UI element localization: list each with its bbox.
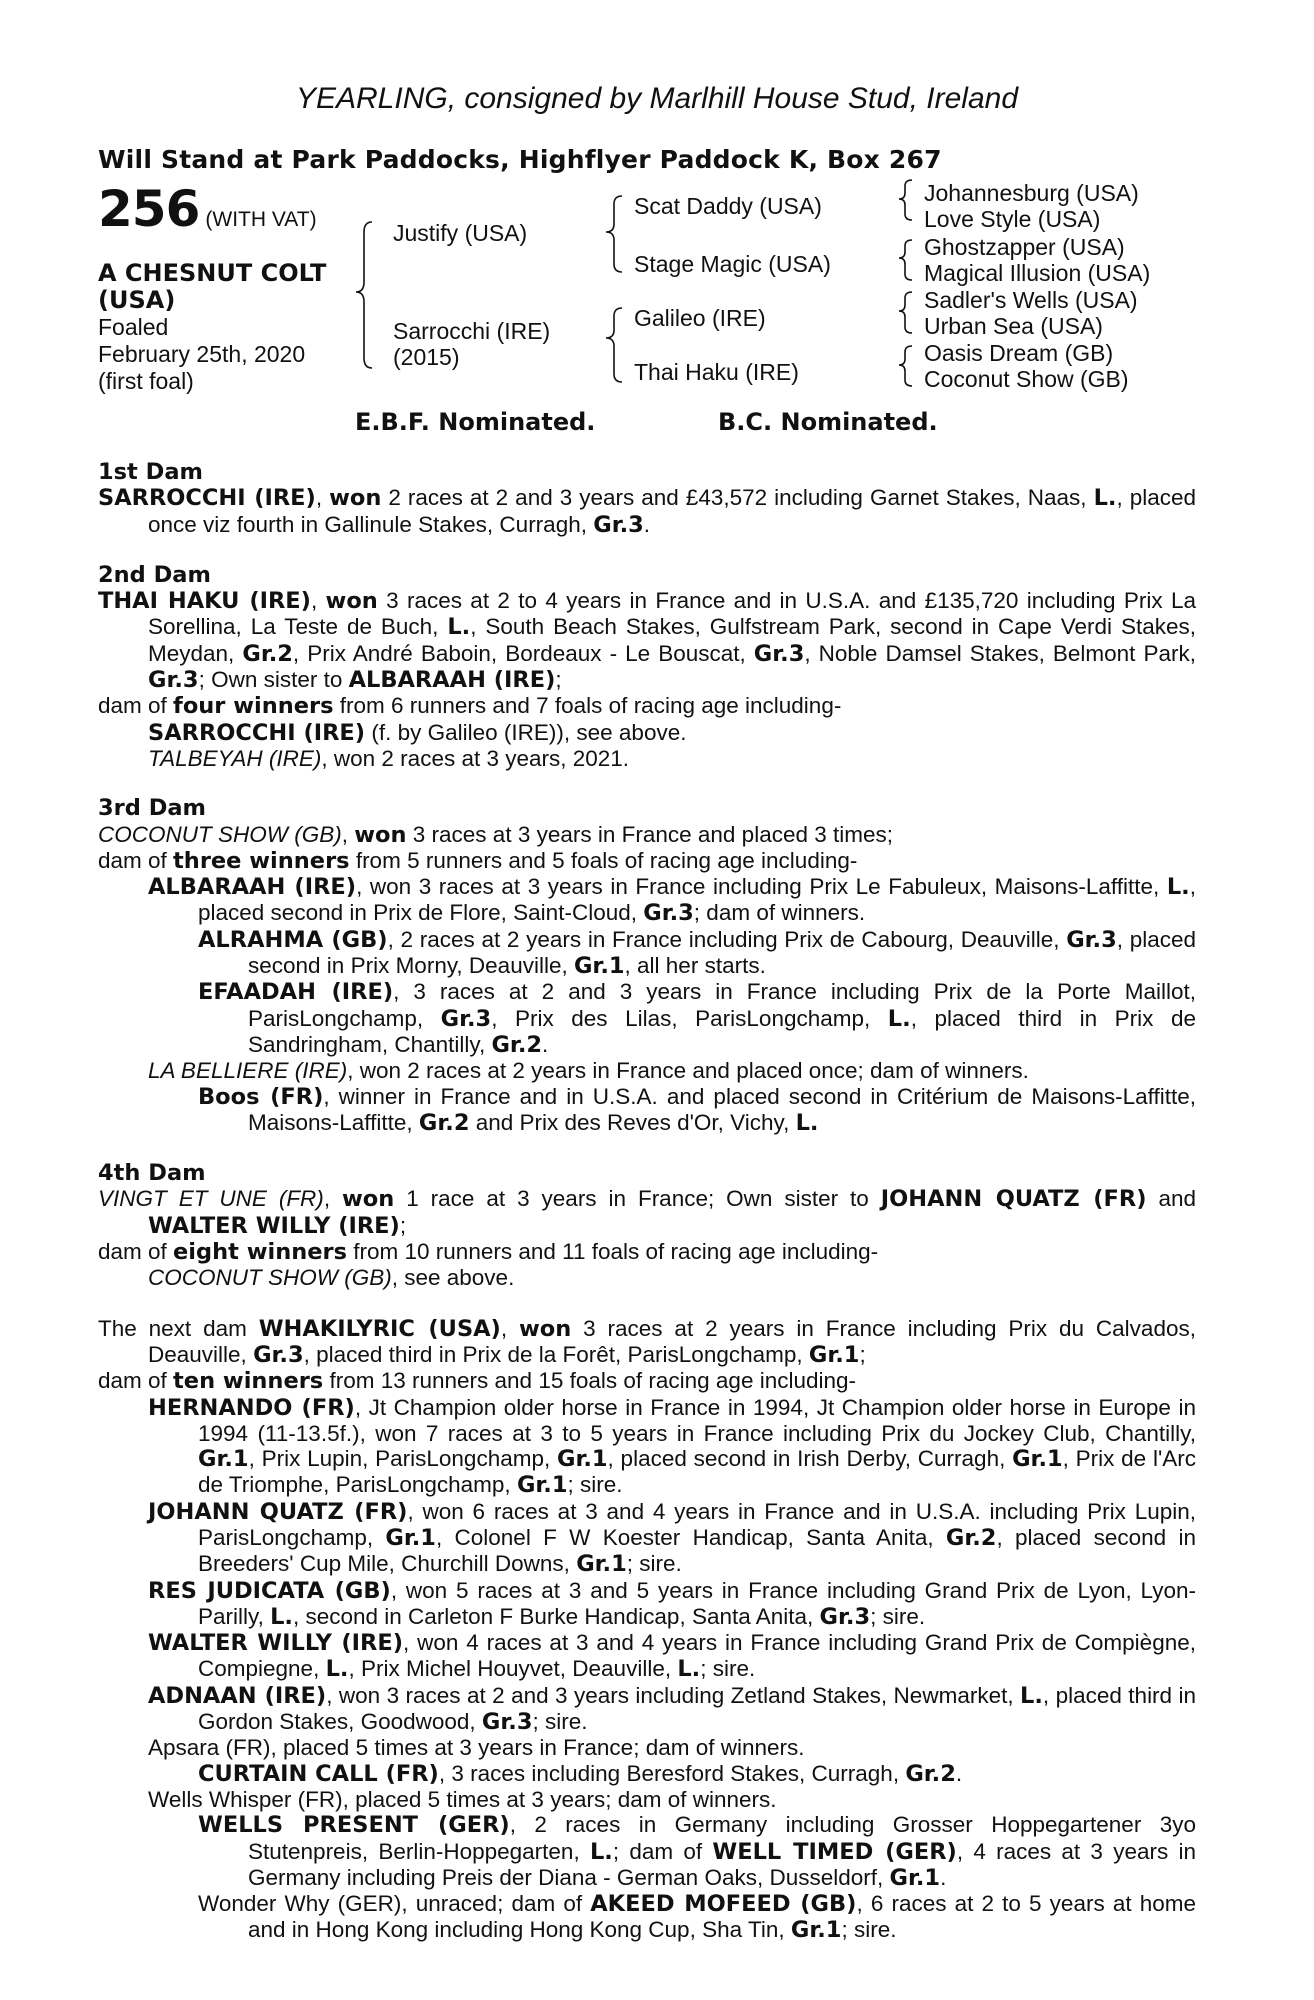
produce-name: JOHANN QUATZ (FR) xyxy=(148,1498,408,1525)
produce-name: TALBEYAH (IRE) xyxy=(148,745,322,771)
entry-text: , won 2 races at 2 years in France and placed once; dam of winners. xyxy=(347,1058,1029,1084)
produce-name: SARROCCHI (IRE) xyxy=(148,719,366,746)
group-label: Gr.3 xyxy=(253,1341,304,1368)
next-dam-entry: The next dam WHAKILYRIC (USA), won 3 races at 2 years in France including Prix du Calvados, Deauville, Gr.3, placed third in Prix de la Forêt, ParisLongchamp, Gr.1; xyxy=(98,1315,1196,1368)
entry-text: , won 3 races at 3 years in France including Prix Le Fabuleux, Maisons-Laffitte, xyxy=(356,874,1167,900)
produce-name: ALRAHMA (GB) xyxy=(198,926,388,953)
entry-text: , won 6 races at 3 and 4 years in France and in U.S.A. including Prix Lupin, ParisLongchamp, xyxy=(198,1498,1196,1550)
entry-text: ; sire. xyxy=(700,1656,756,1682)
won-label: won xyxy=(354,821,407,848)
entry-text: , 6 races at 2 to 5 years at home and in Hong Kong including Hong Kong Cup, Sha Tin, xyxy=(248,1891,1197,1943)
dam-name: COCONUT SHOW (GB) xyxy=(98,821,342,847)
entry-text: , 2 races in Germany including Grosser Hoppegartener 3yo Stutenpreis, Berlin-Hoppegarten, xyxy=(248,1812,1196,1864)
entry-text: , placed third in Gordon Stakes, Goodwood, xyxy=(198,1682,1196,1735)
entry-text: 3 races at 3 years in France and placed 3 times; xyxy=(406,821,894,847)
group-label: Gr.1 xyxy=(573,953,625,980)
pedigree-gen3-7: Oasis Dream (GB) xyxy=(924,340,1114,366)
horse-name: A CHESNUT COLT xyxy=(98,259,327,287)
entry-text: and Prix des Reves d'Or, Vichy, xyxy=(469,1109,796,1135)
listed-label: L. xyxy=(447,614,471,641)
fourth-dam-heading: 4th Dam xyxy=(98,1160,206,1187)
listed-label: L. xyxy=(795,1109,819,1136)
winners-count: eight winners xyxy=(173,1239,348,1266)
pedigree-dam: Sarrocchi (IRE) xyxy=(393,318,551,344)
entry-text: dam of xyxy=(98,847,174,873)
sibling-name: WALTER WILLY (IRE) xyxy=(148,1212,400,1239)
winners-count: ten winners xyxy=(173,1368,324,1395)
entry-text: ; sire. xyxy=(841,1917,897,1943)
group-label: Gr.1 xyxy=(385,1524,436,1551)
pedigree-dam-dam: Thai Haku (IRE) xyxy=(634,359,799,385)
listed-label: L. xyxy=(270,1603,293,1630)
second-dam-produce-summary xyxy=(98,693,1196,719)
produce-entry xyxy=(98,1265,1196,1290)
produce-name: Boos (FR) xyxy=(198,1083,324,1110)
entry-text: 3 races at 2 to 4 years in France and in U.S.A. and £135,720 including Prix La Sorellina, La Teste de Buch, xyxy=(148,588,1196,640)
listed-label: L. xyxy=(1020,1682,1043,1709)
group-label: Gr.3 xyxy=(481,1709,533,1736)
bc-nomination: B.C. Nominated. xyxy=(718,408,938,436)
entry-text: , Prix de l'Arc de Triomphe, ParisLongchamp, xyxy=(198,1446,1196,1498)
entry-text: , Colonel F W Koester Handicap, Santa Anita, xyxy=(435,1524,946,1550)
pedigree-gen3-1: Johannesburg (USA) xyxy=(924,180,1139,206)
page-title: YEARLING, consigned by Marlhill House Stud, Ireland xyxy=(295,82,1019,115)
stand-location: Will Stand at Park Paddocks, Highflyer Paddock K, Box 267 xyxy=(98,145,942,174)
entry-text: . xyxy=(955,1760,963,1786)
group-label: Gr.3 xyxy=(1066,926,1117,953)
entry-text: , winner in France and in U.S.A. and placed second in Critérium de Maisons-Laffitte, Maisons-Laffitte, xyxy=(248,1083,1196,1135)
entry-text: , 3 races at 2 and 3 years in France including Prix de la Porte Maillot, ParisLongchamp, xyxy=(248,979,1196,1031)
entry-text: from 13 runners and 15 foals of racing age including- xyxy=(323,1368,857,1394)
fourth-dam-entry: VINGT ET UNE (FR), won 1 race at 3 years in France; Own sister to JOHANN QUATZ (FR) and WALTER WILLY (IRE); xyxy=(98,1186,1196,1239)
group-label: Gr.2 xyxy=(905,1760,956,1787)
next-dam-produce-summary xyxy=(98,1368,1196,1394)
pedigree-gen3-6: Urban Sea (USA) xyxy=(924,313,1103,339)
group-label: Gr.2 xyxy=(418,1109,470,1136)
pedigree-dam-sire: Galileo (IRE) xyxy=(634,305,766,331)
produce-entry: Wells Whisper (FR), placed 5 times at 3 years; dam of winners. xyxy=(148,1786,777,1812)
sibling-name: ALBARAAH (IRE) xyxy=(348,667,556,694)
dam-name: WHAKILYRIC (USA) xyxy=(258,1315,501,1342)
lot-number: 256 xyxy=(98,180,200,238)
produce-name: COCONUT SHOW (GB) xyxy=(148,1265,392,1291)
entry-text: , placed third in Prix de Sandringham, Chantilly, xyxy=(248,1005,1196,1057)
listed-label: L. xyxy=(325,1656,349,1683)
entry-text: , 2 races at 2 years in France including Prix de Cabourg, Deauville, xyxy=(387,926,1067,952)
entry-text: , placed second in Irish Derby, Curragh, xyxy=(607,1446,1013,1472)
produce-name: WALTER WILLY (IRE) xyxy=(148,1630,404,1657)
entry-text: Wonder Why (GER), unraced; dam of xyxy=(198,1891,591,1917)
entry-text: , 3 races including Beresford Stakes, Curragh, xyxy=(438,1760,906,1786)
listed-label: L. xyxy=(589,1838,613,1865)
entry-text: , won 5 races at 3 and 5 years in France including Grand Prix de Lyon, Lyon-Parilly, xyxy=(198,1577,1197,1629)
winners-count: three winners xyxy=(173,847,350,874)
produce-name: RES JUDICATA (GB) xyxy=(148,1577,391,1604)
entry-text: . xyxy=(542,1031,549,1057)
produce-name: WELLS PRESENT (GER) xyxy=(198,1812,510,1839)
listed-label: L. xyxy=(677,1656,701,1683)
fourth-dam-produce-summary xyxy=(98,1239,1196,1265)
entry-text: ; xyxy=(399,1212,407,1238)
produce-entry xyxy=(98,1630,1196,1683)
entry-text: 3 races at 2 years in France including Prix du Calvados, Deauville, xyxy=(148,1315,1196,1367)
first-dam-entry: SARROCCHI (IRE), won 2 races at 2 and 3 years and £43,572 including Garnet Stakes, Naas, L., placed once viz fourth in Gallinule Stakes, Curragh, Gr.3. xyxy=(98,485,1197,538)
brace-gen3-b xyxy=(899,240,912,280)
group-label: Gr.3 xyxy=(819,1603,871,1630)
entry-text: , second in Carleton F Burke Handicap, Santa Anita, xyxy=(292,1603,820,1629)
catalogue-body xyxy=(98,460,1196,1944)
group-label: Gr.1 xyxy=(790,1917,842,1944)
entry-text: , won 3 races at 2 and 3 years including Zetland Stakes, Newmarket, xyxy=(326,1682,1021,1708)
pedigree-gen3-2: Love Style (USA) xyxy=(924,206,1101,232)
produce-entry xyxy=(98,1812,1196,1891)
brace-gen2-sire xyxy=(606,196,622,272)
produce-name: LA BELLIERE (IRE) xyxy=(148,1058,348,1084)
pedigree-sire-dam: Stage Magic (USA) xyxy=(634,251,831,277)
group-label: Gr.3 xyxy=(593,511,644,538)
entry-text: ; sire. xyxy=(567,1472,623,1498)
group-label: Gr.2 xyxy=(945,1524,997,1551)
group-label: Gr.1 xyxy=(808,1341,860,1368)
dam-name: THAI HAKU (IRE) xyxy=(98,588,311,615)
pedigree-gen3-4: Magical Illusion (USA) xyxy=(924,260,1151,286)
entry-text: . xyxy=(940,1864,947,1890)
produce-entry xyxy=(98,1578,1196,1631)
entry-text: 2 races at 2 and 3 years and £43,572 including Garnet Stakes, Naas, xyxy=(381,485,1094,511)
foaled-label: Foaled xyxy=(98,314,169,340)
second-dam-heading: 2nd Dam xyxy=(98,561,211,588)
entry-text: dam of xyxy=(98,1239,174,1265)
entry-text: , Jt Champion older horse in France in 1994, Jt Champion older horse in Europe in 1994 (11-13.5f.), won 7 races at 3 to 5 years in France including Prix du Jockey Club, Chantilly, xyxy=(198,1394,1197,1446)
entry-text: , all her starts. xyxy=(624,953,766,979)
entry-text: dam of xyxy=(98,693,174,719)
brace-gen2-dam xyxy=(606,308,622,382)
third-dam-entry: COCONUT SHOW (GB), won 3 races at 3 years in France and placed 3 times; xyxy=(98,821,894,848)
produce-entry xyxy=(98,720,1196,746)
brace-gen3-d xyxy=(899,346,912,386)
group-label: Gr.1 xyxy=(576,1551,627,1578)
foaled-date: February 25th, 2020 xyxy=(98,341,306,367)
entry-text: ; dam of xyxy=(612,1838,713,1864)
listed-label: L. xyxy=(887,1005,911,1032)
entry-text: , won 4 races at 3 and 4 years in France including Grand Prix de Compiègne, Compiegne, xyxy=(198,1630,1196,1682)
won-label: won xyxy=(329,485,382,512)
group-label: Gr.3 xyxy=(148,667,199,694)
entry-text: and xyxy=(1146,1186,1196,1212)
brace-gen3-a xyxy=(899,180,912,220)
listed-label: L. xyxy=(1166,874,1190,901)
winners-count: four winners xyxy=(173,693,334,720)
pedigree-gen3-8: Coconut Show (GB) xyxy=(924,366,1129,392)
horse-origin: (USA) xyxy=(98,286,176,314)
group-label: Gr.1 xyxy=(556,1446,608,1473)
first-dam-heading: 1st Dam xyxy=(98,459,203,485)
produce-name: ALBARAAH (IRE) xyxy=(148,874,357,901)
entry-text: ; xyxy=(859,1341,866,1367)
vat-note: (WITH VAT) xyxy=(205,208,317,231)
produce-name: EFAADAH (IRE) xyxy=(198,979,394,1006)
entry-text: , placed second in Prix Morny, Deauville, xyxy=(248,926,1196,979)
won-label: won xyxy=(325,588,378,615)
entry-text: , placed second in Prix de Flore, Saint-Cloud, xyxy=(198,874,1196,926)
group-label: Gr.2 xyxy=(242,640,293,667)
entry-text: , South Beach Stakes, Gulfstream Park, second in Cape Verdi Stakes, Meydan, xyxy=(148,614,1196,666)
group-label: Gr.3 xyxy=(753,640,805,667)
entry-text: ; sire. xyxy=(532,1709,588,1735)
group-label: Gr.2 xyxy=(491,1031,543,1058)
group-label: Gr.1 xyxy=(198,1446,249,1473)
produce-entry: Apsara (FR), placed 5 times at 3 years in France; dam of winners. xyxy=(148,1735,805,1761)
entry-text: from 6 runners and 7 foals of racing age including- xyxy=(333,693,842,719)
entry-text: , won 2 races at 3 years, 2021. xyxy=(321,745,630,771)
entry-text: , placed second in Breeders' Cup Mile, Churchill Downs, xyxy=(198,1524,1196,1577)
entry-text: ; Own sister to xyxy=(198,667,349,693)
entry-text: , placed third in Prix de la Forêt, ParisLongchamp, xyxy=(303,1341,809,1367)
dam-name: VINGT ET UNE (FR) xyxy=(98,1186,324,1212)
entry-text: , placed once viz fourth in Gallinule Stakes, Curragh, xyxy=(148,485,1197,537)
pedigree-gen3-3: Ghostzapper (USA) xyxy=(924,234,1125,260)
group-label: Gr.1 xyxy=(1012,1446,1063,1473)
produce-name: WELL TIMED (GER) xyxy=(712,1838,957,1865)
entry-text: , Prix des Lilas, ParisLongchamp, xyxy=(491,1005,888,1031)
entry-text: 1 race at 3 years in France; Own sister to xyxy=(394,1186,881,1212)
produce-name: HERNANDO (FR) xyxy=(148,1394,355,1421)
produce-entry xyxy=(98,1395,1196,1499)
ebf-nomination: E.B.F. Nominated. xyxy=(355,408,596,436)
sibling-name: JOHANN QUATZ (FR) xyxy=(880,1186,1147,1213)
won-label: won xyxy=(342,1186,395,1213)
produce-entry xyxy=(98,1084,1196,1137)
produce-entry xyxy=(98,746,1196,771)
pedigree-sire: Justify (USA) xyxy=(393,220,528,246)
third-dam-produce-summary xyxy=(98,848,1196,874)
entry-text: from 5 runners and 5 foals of racing age including- xyxy=(349,847,858,873)
entry-text: , Prix Lupin, ParisLongchamp, xyxy=(248,1446,557,1472)
group-label: Gr.3 xyxy=(440,1005,492,1032)
produce-entry xyxy=(98,1058,1196,1083)
produce-entry xyxy=(98,927,1196,980)
entry-text: The next dam xyxy=(98,1315,259,1341)
third-dam-heading: 3rd Dam xyxy=(98,795,206,822)
produce-entry xyxy=(98,874,1196,927)
listed-label: L. xyxy=(1093,485,1117,512)
group-label: Gr.1 xyxy=(516,1472,568,1499)
pedigree-sire-sire: Scat Daddy (USA) xyxy=(634,193,822,219)
produce-name: AKEED MOFEED (GB) xyxy=(590,1891,857,1918)
entry-text: ; dam of winners. xyxy=(693,900,866,926)
group-label: Gr.3 xyxy=(643,900,694,927)
entry-text: , see above. xyxy=(391,1265,515,1291)
brace-gen1 xyxy=(356,222,372,368)
produce-entry xyxy=(98,1499,1196,1578)
foal-note: (first foal) xyxy=(98,368,194,394)
produce-name: ADNAAN (IRE) xyxy=(148,1682,327,1709)
pedigree-gen3-5: Sadler's Wells (USA) xyxy=(924,287,1138,313)
produce-entry xyxy=(98,1683,1196,1736)
second-dam-entry: THAI HAKU (IRE), won 3 races at 2 to 4 years in France and in U.S.A. and £135,720 including Prix La Sorellina, La Teste de Buch, L., South Beach Stakes, Gulfstream Park, second in Cape Verdi Stakes, Meydan, Gr.2, Prix André Baboin, Bordeaux - Le Bouscat, Gr.3, Noble Damsel Stakes, Belmont Park, Gr.3; Own sister to ALBARAAH (IRE); xyxy=(98,588,1196,694)
entry-text: , Prix André Baboin, Bordeaux - Le Bouscat, xyxy=(292,640,754,666)
pedigree-dam-year: (2015) xyxy=(393,344,460,370)
entry-text: ; sire. xyxy=(626,1551,682,1577)
entry-text: , 4 races at 3 years in Germany including Preis der Diana - German Oaks, Dusseldorf, xyxy=(248,1838,1196,1890)
dam-name: SARROCCHI (IRE) xyxy=(98,485,316,512)
entry-text: ; sire. xyxy=(870,1603,926,1629)
entry-text: . xyxy=(643,511,651,537)
produce-name: CURTAIN CALL (FR) xyxy=(198,1760,439,1787)
group-label: Gr.1 xyxy=(889,1864,941,1891)
brace-gen3-c xyxy=(899,292,912,333)
won-label: won xyxy=(518,1315,572,1342)
entry-text: from 10 runners and 11 foals of racing age including- xyxy=(347,1239,879,1265)
produce-entry xyxy=(98,1761,1196,1787)
entry-text: , Noble Damsel Stakes, Belmont Park, xyxy=(804,640,1196,666)
entry-text: (f. by Galileo (IRE)), see above. xyxy=(365,719,687,745)
entry-text: ; xyxy=(555,667,562,693)
produce-entry xyxy=(98,979,1196,1058)
entry-text: dam of xyxy=(98,1368,174,1394)
produce-entry xyxy=(98,1891,1196,1944)
entry-text: , Prix Michel Houyvet, Deauville, xyxy=(348,1656,678,1682)
